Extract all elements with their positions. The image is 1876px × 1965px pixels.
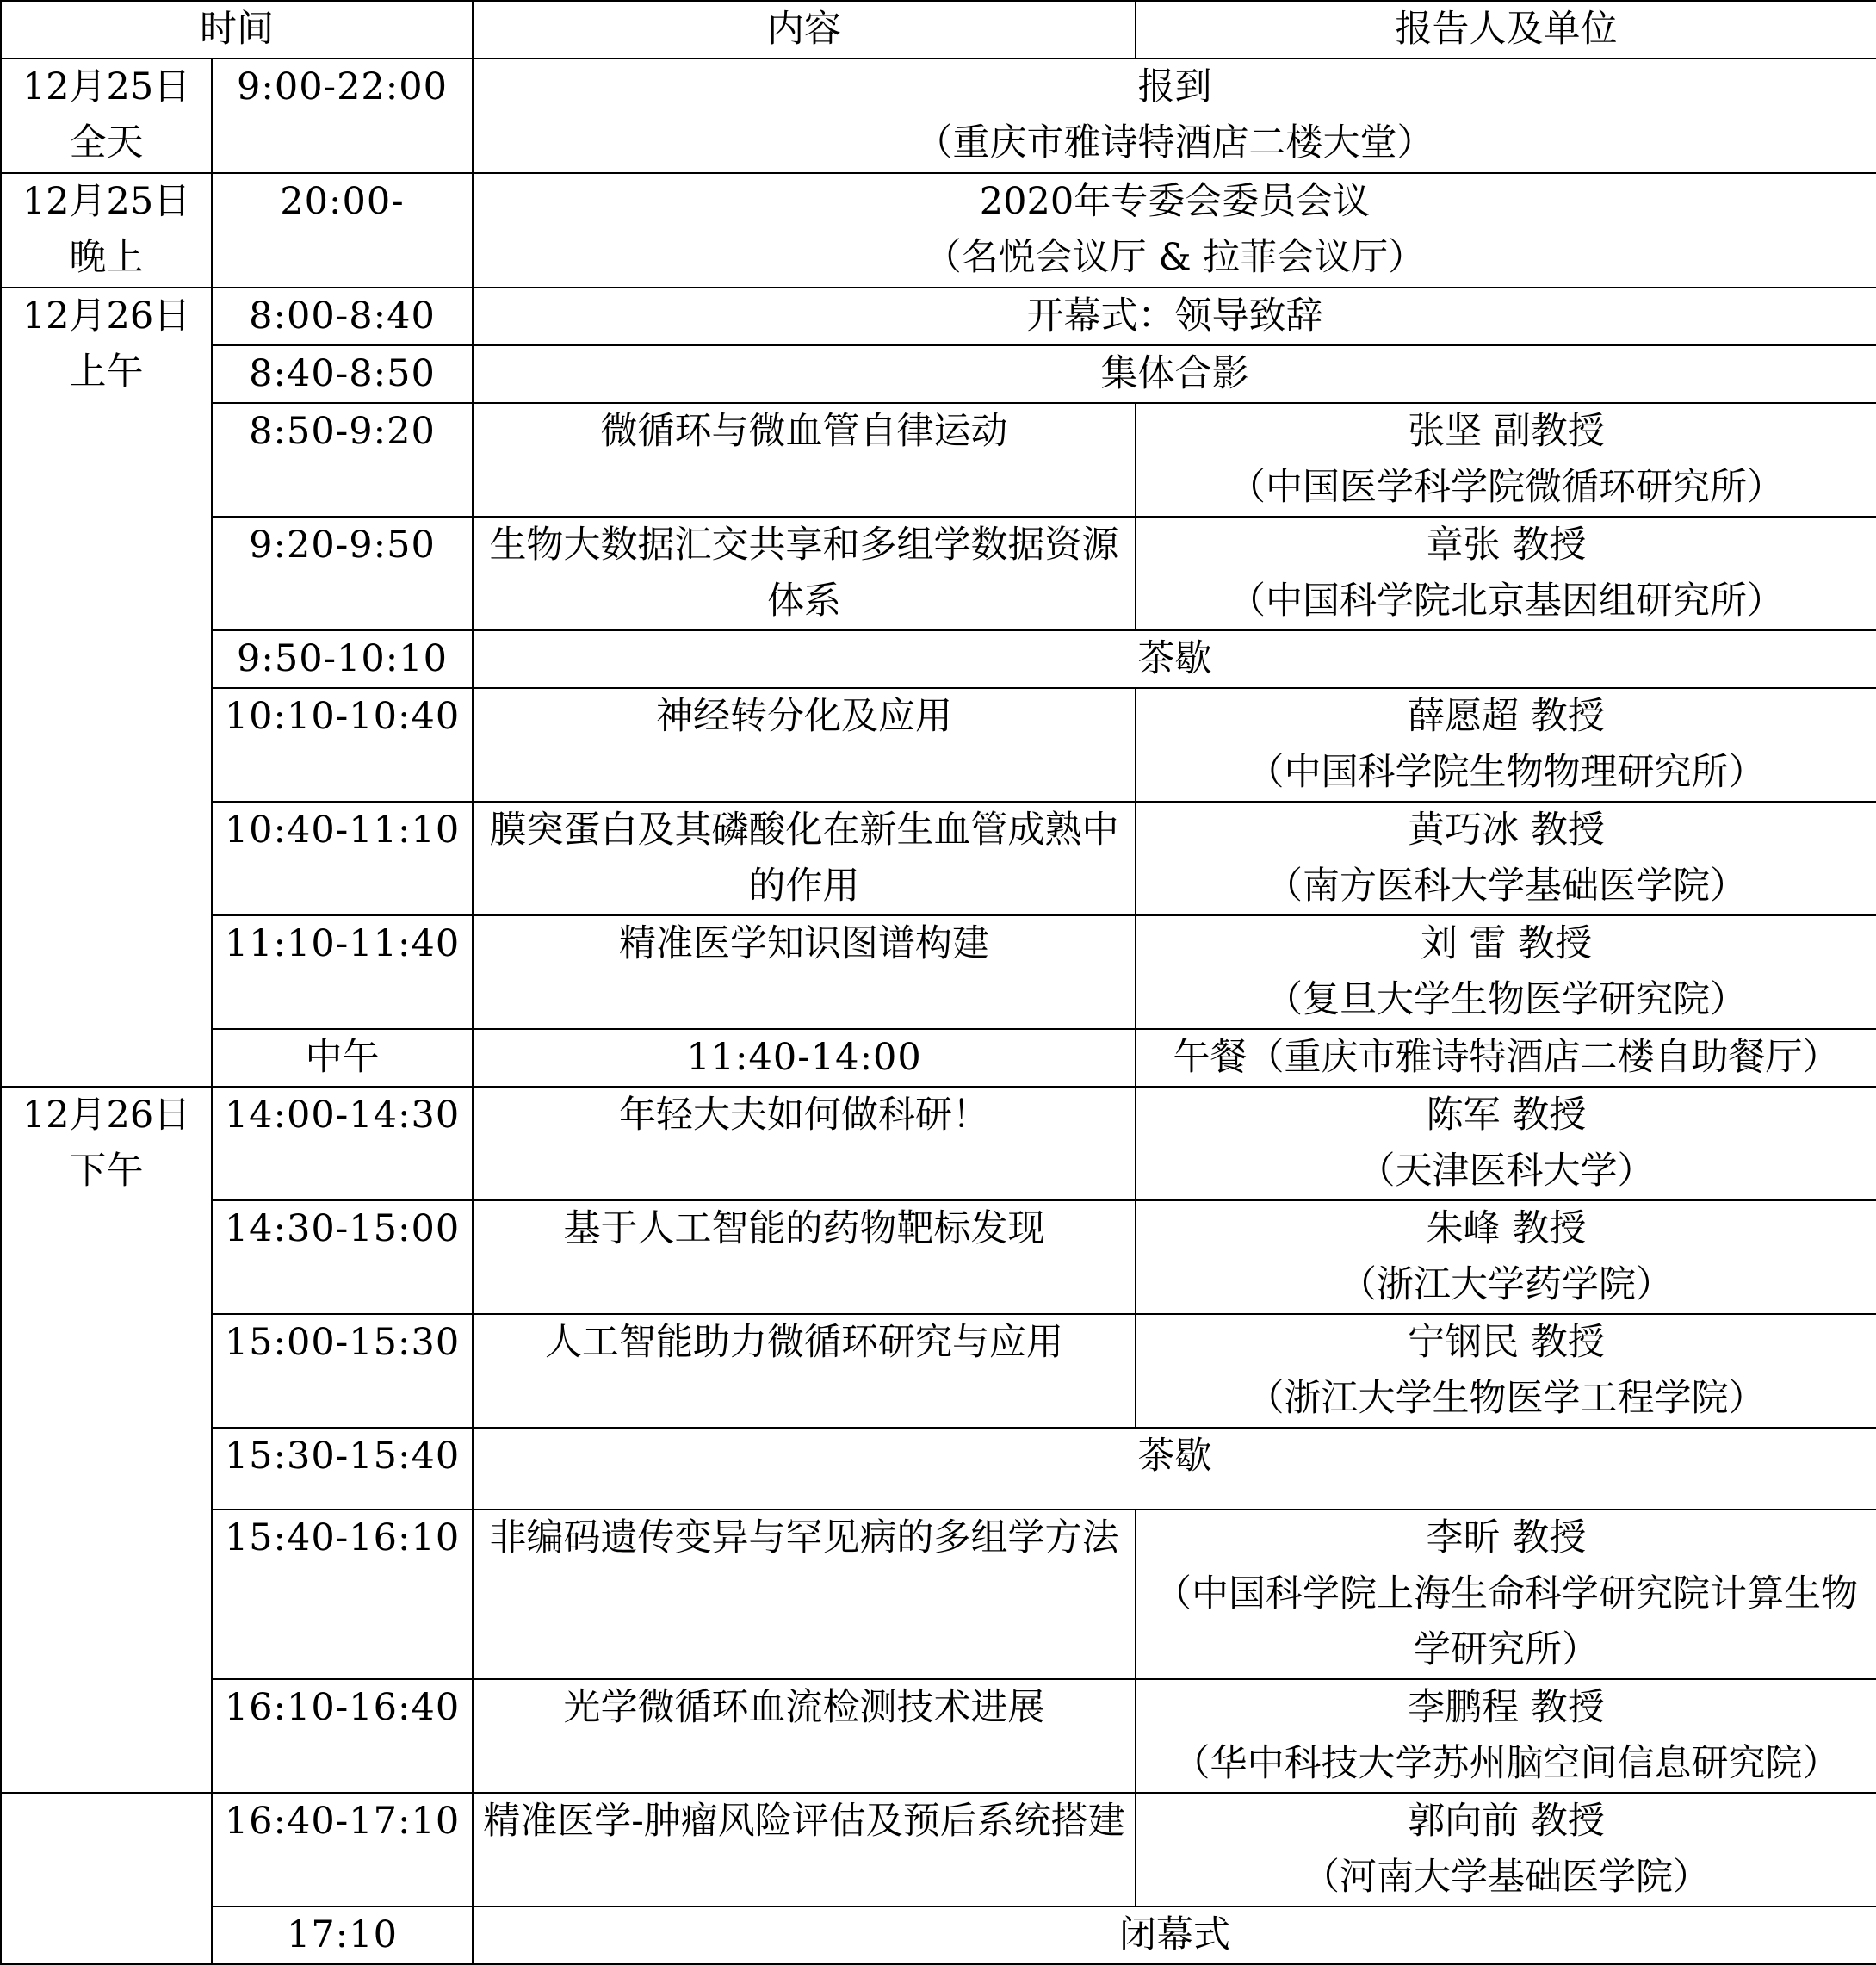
date-cell: 12月26日 上午	[1, 288, 212, 1087]
event-cell: 开幕式：领导致辞	[473, 288, 1876, 345]
speaker-cell: 李鹏程 教授 （华中科技大学苏州脑空间信息研究院）	[1136, 1679, 1876, 1793]
table-row	[1, 915, 1876, 1029]
table-row	[1, 1679, 1876, 1793]
row-opening	[1, 288, 1876, 345]
time-cell: 10:10-10:40	[212, 688, 473, 802]
speaker-cell: 刘 雷 教授 （复旦大学生物医学研究院）	[1136, 915, 1876, 1029]
time-cell: 14:30-15:00	[212, 1200, 473, 1314]
speaker-cell: 李昕 教授 （中国科学院上海生命科学研究院计算生物学研究所）	[1136, 1509, 1876, 1679]
table-row	[1, 1087, 1876, 1200]
time-cell: 9:20-9:50	[212, 517, 473, 630]
speaker-cell: 宁钢民 教授 （浙江大学生物医学工程学院）	[1136, 1314, 1876, 1428]
event-cell: 闭幕式	[473, 1906, 1876, 1964]
topic-cell: 膜突蛋白及其磷酸化在新生血管成熟中的作用	[473, 802, 1136, 915]
row-closing	[1, 1906, 1876, 1964]
event-cell: 2020年专委会委员会议 （名悦会议厅 & 拉菲会议厅）	[473, 173, 1876, 288]
topic-cell: 光学微循环血流检测技术进展	[473, 1679, 1136, 1793]
event-cell: 集体合影	[473, 345, 1876, 403]
speaker-cell: 薛愿超 教授 （中国科学院生物物理研究所）	[1136, 688, 1876, 802]
topic-cell: 人工智能助力微循环研究与应用	[473, 1314, 1136, 1428]
table-row	[1, 1200, 1876, 1314]
date-cell: 中午	[212, 1029, 473, 1087]
table-row	[1, 517, 1876, 630]
event-cell: 茶歇	[473, 630, 1876, 688]
header-time: 时间	[1, 1, 473, 59]
speaker-cell: 郭向前 教授 （河南大学基础医学院）	[1136, 1793, 1876, 1906]
time-cell: 20:00-	[212, 173, 473, 288]
row-tea-break	[1, 630, 1876, 688]
row-lunch	[1, 1029, 1876, 1087]
time-cell: 11:10-11:40	[212, 915, 473, 1029]
topic-cell: 年轻大夫如何做科研！	[473, 1087, 1136, 1200]
topic-cell: 基于人工智能的药物靶标发现	[473, 1200, 1136, 1314]
speaker-cell: 章张 教授 （中国科学院北京基因组研究所）	[1136, 517, 1876, 630]
row-group-photo	[1, 345, 1876, 403]
time-cell: 16:40-17:10	[212, 1793, 473, 1906]
row-tea-break	[1, 1428, 1876, 1509]
event-cell: 报到 （重庆市雅诗特酒店二楼大堂）	[473, 59, 1876, 173]
row-registration	[1, 59, 1876, 173]
topic-cell: 生物大数据汇交共享和多组学数据资源体系	[473, 517, 1136, 630]
table-row	[1, 1793, 1876, 1906]
table-row	[1, 1509, 1876, 1679]
time-cell: 16:10-16:40	[212, 1679, 473, 1793]
topic-cell: 神经转分化及应用	[473, 688, 1136, 802]
time-cell: 11:40-14:00	[473, 1029, 1136, 1087]
time-cell: 9:00-22:00	[212, 59, 473, 173]
time-cell: 8:00-8:40	[212, 288, 473, 345]
header-row	[1, 1, 1876, 59]
time-cell: 10:40-11:10	[212, 802, 473, 915]
speaker-cell: 张坚 副教授 （中国医学科学院微循环研究所）	[1136, 403, 1876, 517]
time-cell: 15:30-15:40	[212, 1428, 473, 1509]
row-committee-meeting	[1, 173, 1876, 288]
table-row	[1, 403, 1876, 517]
time-cell: 9:50-10:10	[212, 630, 473, 688]
header-content: 内容	[473, 1, 1136, 59]
date-cell: 12月25日 晚上	[1, 173, 212, 288]
topic-cell: 精准医学知识图谱构建	[473, 915, 1136, 1029]
topic-cell: 精准医学-肿瘤风险评估及预后系统搭建	[473, 1793, 1136, 1906]
table-row	[1, 802, 1876, 915]
header-speaker: 报告人及单位	[1136, 1, 1876, 59]
date-cell: 12月26日 下午	[1, 1087, 212, 1793]
event-cell: 茶歇	[473, 1428, 1876, 1509]
topic-cell: 微循环与微血管自律运动	[473, 403, 1136, 517]
speaker-cell: 陈军 教授 （天津医科大学）	[1136, 1087, 1876, 1200]
event-cell: 午餐（重庆市雅诗特酒店二楼自助餐厅）	[1136, 1029, 1876, 1087]
speaker-cell: 朱峰 教授 （浙江大学药学院）	[1136, 1200, 1876, 1314]
topic-cell: 非编码遗传变异与罕见病的多组学方法	[473, 1509, 1136, 1679]
speaker-cell: 黄巧冰 教授 （南方医科大学基础医学院）	[1136, 802, 1876, 915]
time-cell: 15:40-16:10	[212, 1509, 473, 1679]
date-cell	[1, 1793, 212, 1964]
time-cell: 8:40-8:50	[212, 345, 473, 403]
table-row	[1, 688, 1876, 802]
date-cell: 12月25日 全天	[1, 59, 212, 173]
time-cell: 15:00-15:30	[212, 1314, 473, 1428]
time-cell: 14:00-14:30	[212, 1087, 473, 1200]
table-row	[1, 1314, 1876, 1428]
time-cell: 17:10	[212, 1906, 473, 1964]
time-cell: 8:50-9:20	[212, 403, 473, 517]
